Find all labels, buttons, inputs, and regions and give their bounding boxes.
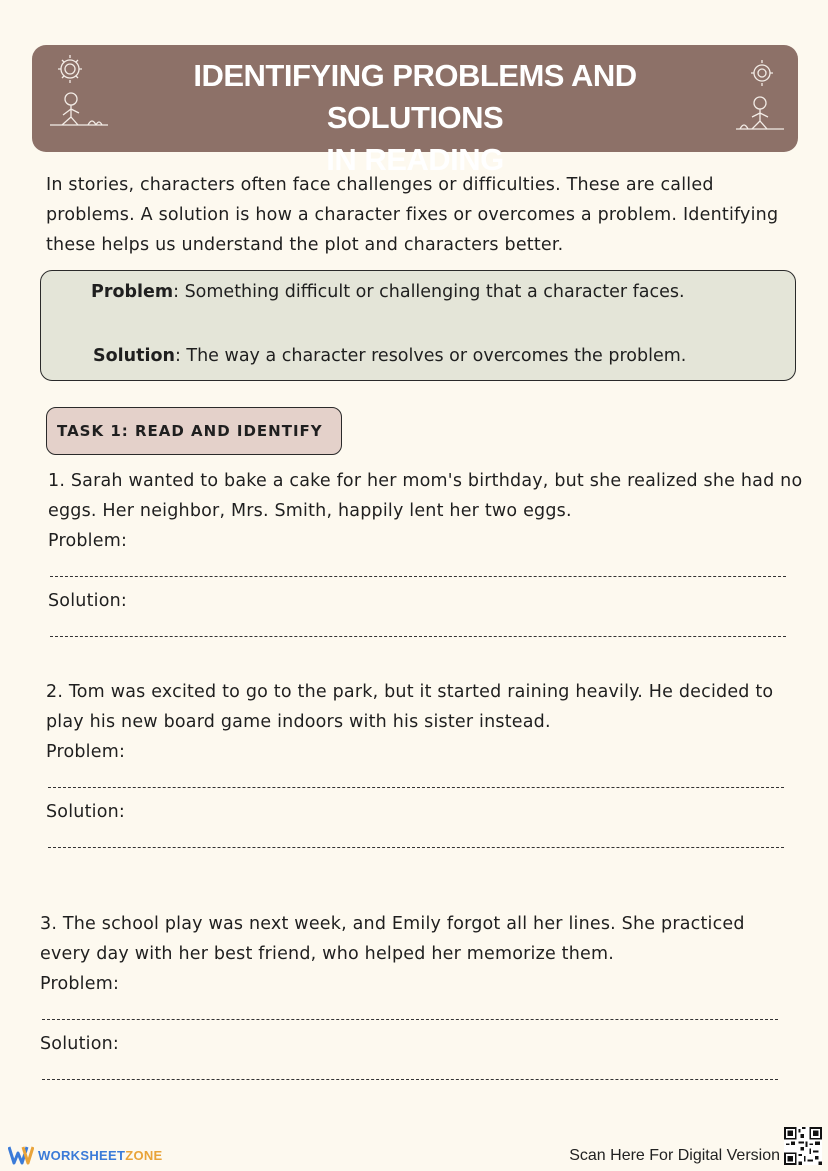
girl-with-flower-doodle-icon: [48, 53, 110, 127]
solution-label: Solution:: [48, 591, 127, 611]
question-3: [40, 909, 800, 1089]
problem-definition: [91, 280, 685, 304]
question-text: 3. The school play was next week, and Emily forgot all her lines. She practiced every day with her best friend, who helped her memorize them.: [40, 914, 745, 964]
intro-paragraph: In stories, characters often face challenges or difficulties. These are called problems. A solution is how a character fixes or overcomes a problem. Identifying these helps us understand the plot and characters better.: [46, 175, 779, 255]
question-text: 2. Tom was excited to go to the park, but it started raining heavily. He decided to play his new board game indoors with his sister instead.: [46, 682, 774, 732]
title-banner: [32, 45, 798, 177]
definitions-box: [40, 270, 796, 381]
problem-term: Problem: [91, 282, 174, 302]
scan-caption: Scan Here For Digital Version: [569, 1147, 780, 1164]
brand-name: [38, 1148, 163, 1163]
worksheetzone-logo[interactable]: [8, 1145, 163, 1165]
solution-label: Solution:: [40, 1034, 119, 1054]
problem-answer-line[interactable]: [48, 556, 808, 586]
brand-part-1: WORKSHEET: [38, 1147, 126, 1163]
solution-answer-line[interactable]: [48, 616, 808, 646]
page-title: [122, 55, 708, 181]
solution-definition: [93, 344, 686, 368]
solution-term: Solution: [93, 346, 175, 366]
solution-answer-line[interactable]: [40, 1059, 800, 1089]
solution-text: : The way a character resolves or overcomes the problem.: [174, 346, 687, 366]
problem-answer-line[interactable]: [40, 999, 800, 1029]
title-line-1: IDENTIFYING PROBLEMS AND SOLUTIONS: [193, 58, 637, 135]
worksheetzone-logo-icon: [8, 1145, 34, 1165]
girl-with-flower-doodle-icon: [734, 59, 786, 133]
brand-part-2: ZONE: [125, 1147, 163, 1163]
question-1: [48, 466, 808, 646]
solution-label: Solution:: [46, 802, 125, 822]
question-2: [46, 677, 806, 857]
problem-label: Problem:: [40, 974, 120, 994]
problem-answer-line[interactable]: [46, 767, 806, 797]
problem-text: : Something difficult or challenging that a character faces.: [173, 282, 685, 302]
solution-answer-line[interactable]: [46, 827, 806, 857]
problem-label: Problem:: [48, 531, 128, 551]
qr-code-icon[interactable]: [784, 1127, 822, 1165]
title-line-2: IN READING: [326, 142, 504, 177]
task-label: TASK 1: READ AND IDENTIFY: [46, 407, 342, 455]
problem-label: Problem:: [46, 742, 126, 762]
question-text: 1. Sarah wanted to bake a cake for her mom's birthday, but she realized she had no eggs. Her neighbor, Mrs. Smith, happily lent her two eggs.: [48, 471, 803, 521]
